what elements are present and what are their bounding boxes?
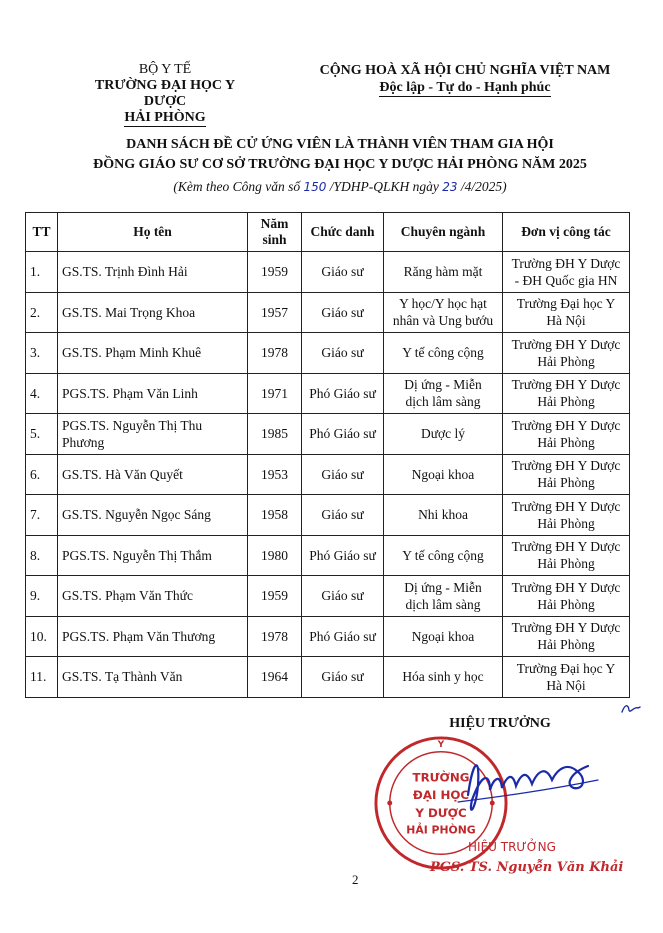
cell-unit: Trường ĐH Y Dược Hải Phòng (503, 414, 630, 455)
national-header (300, 62, 630, 97)
cell-birth-year: 1958 (248, 495, 302, 536)
table-row (26, 333, 630, 374)
cell-name: GS.TS. Trịnh Đình Hải (58, 252, 248, 293)
initial-mark-icon (620, 700, 642, 716)
cell-unit: Trường Đại học Y Hà Nội (503, 292, 630, 333)
header-unit: Đơn vị công tác (503, 213, 630, 252)
table-row (26, 454, 630, 495)
cell-unit: Trường ĐH Y Dược Hải Phòng (503, 535, 630, 576)
cell-birth-year: 1959 (248, 252, 302, 293)
cell-unit: Trường Đại học Y Hà Nội (503, 657, 630, 698)
document-reference (40, 179, 640, 195)
cell-field: Dị ứng - Miễn dịch lâm sàng (384, 373, 503, 414)
cell-birth-year: 1957 (248, 292, 302, 333)
reference-middle: /YDHP-QLKH ngày (326, 179, 443, 194)
cell-title: Phó Giáo sư (302, 616, 384, 657)
cell-title: Giáo sư (302, 454, 384, 495)
cell-name: GS.TS. Phạm Văn Thức (58, 576, 248, 617)
cell-name: GS.TS. Tạ Thành Văn (58, 657, 248, 698)
signer-label: HIỆU TRƯỞNG (468, 840, 556, 854)
table-row (26, 657, 630, 698)
cell-name: GS.TS. Mai Trọng Khoa (58, 292, 248, 333)
stamp-text-line1: TRƯỜNG (412, 770, 470, 785)
reference-suffix: /4/2025) (457, 179, 507, 194)
cell-birth-year: 1959 (248, 576, 302, 617)
cell-field: Ngoại khoa (384, 454, 503, 495)
cell-title: Giáo sư (302, 495, 384, 536)
national-motto: Độc lập - Tự do - Hạnh phúc (379, 80, 551, 95)
cell-field: Hóa sinh y học (384, 657, 503, 698)
cell-unit: Trường ĐH Y Dược Hải Phòng (503, 333, 630, 374)
cell-title: Phó Giáo sư (302, 535, 384, 576)
document-title-line1: DANH SÁCH ĐỀ CỬ ỨNG VIÊN LÀ THÀNH VIÊN THAM GIA HỘI (126, 137, 554, 152)
cell-title: Phó Giáo sư (302, 373, 384, 414)
cell-unit: Trường ĐH Y Dược Hải Phòng (503, 454, 630, 495)
cell-field: Y tế công cộng (384, 333, 503, 374)
cell-unit: Trường ĐH Y Dược - ĐH Quốc gia HN (503, 252, 630, 293)
cell-tt: 7. (26, 495, 58, 536)
reference-prefix: (Kèm theo Công văn số (173, 179, 304, 194)
cell-title: Giáo sư (302, 657, 384, 698)
cell-unit: Trường ĐH Y Dược Hải Phòng (503, 373, 630, 414)
table-row (26, 414, 630, 455)
cell-title: Giáo sư (302, 333, 384, 374)
table-row (26, 292, 630, 333)
table-header-row (26, 213, 630, 252)
stamp-top-letter: Y (437, 739, 445, 750)
table-row (26, 535, 630, 576)
issuer-block (80, 62, 250, 127)
header-field: Chuyên ngành (384, 213, 503, 252)
cell-birth-year: 1980 (248, 535, 302, 576)
document-title-line2: ĐỒNG GIÁO SƯ CƠ SỞ TRƯỜNG ĐẠI HỌC Y DƯỢC HẢI PHÒNG NĂM 2025 (93, 157, 587, 172)
cell-name: GS.TS. Nguyễn Ngọc Sáng (58, 495, 248, 536)
header-title: Chức danh (302, 213, 384, 252)
handwritten-doc-day: 23 (442, 180, 458, 194)
page-number: 2 (352, 872, 359, 887)
header-birth-year: Năm sinh (248, 213, 302, 252)
cell-tt: 8. (26, 535, 58, 576)
handwritten-signature (428, 740, 608, 820)
cell-unit: Trường ĐH Y Dược Hải Phòng (503, 576, 630, 617)
header-name: Họ tên (58, 213, 248, 252)
cell-field: Nhi khoa (384, 495, 503, 536)
cell-tt: 3. (26, 333, 58, 374)
cell-name: PGS.TS. Nguyễn Thị Thu Phương (58, 414, 248, 455)
cell-birth-year: 1964 (248, 657, 302, 698)
school-name-line1: TRƯỜNG ĐẠI HỌC Y DƯỢC (94, 78, 236, 109)
cell-tt: 9. (26, 576, 58, 617)
cell-title: Phó Giáo sư (302, 414, 384, 455)
nation-name: CỘNG HOÀ XÃ HỘI CHỦ NGHĨA VIỆT NAM (319, 63, 611, 78)
cell-tt: 5. (26, 414, 58, 455)
table-row (26, 616, 630, 657)
cell-field: Dị ứng - Miễn dịch lâm sàng (384, 576, 503, 617)
cell-name: PGS.TS. Phạm Văn Thương (58, 616, 248, 657)
table-row (26, 252, 630, 293)
cell-field: Dược lý (384, 414, 503, 455)
handwritten-doc-number: 150 (303, 180, 327, 194)
cell-tt: 2. (26, 292, 58, 333)
stamp-text-line2: ĐẠI HỌC (412, 788, 470, 803)
cell-tt: 4. (26, 373, 58, 414)
signer-name: PGS. TS. Nguyễn Văn Khải (430, 860, 624, 875)
cell-name: GS.TS. Hà Văn Quyết (58, 454, 248, 495)
cell-birth-year: 1953 (248, 454, 302, 495)
cell-birth-year: 1978 (248, 616, 302, 657)
cell-tt: 1. (26, 252, 58, 293)
cell-birth-year: 1985 (248, 414, 302, 455)
cell-unit: Trường ĐH Y Dược Hải Phòng (503, 616, 630, 657)
school-name-line2: HẢI PHÒNG (124, 110, 206, 125)
cell-field: Ngoại khoa (384, 616, 503, 657)
ministry-name: BỘ Y TẾ (138, 62, 192, 77)
cell-title: Giáo sư (302, 576, 384, 617)
table-row (26, 576, 630, 617)
cell-title: Giáo sư (302, 292, 384, 333)
stamp-text-line4: HẢI PHÒNG (406, 823, 476, 837)
cell-name: GS.TS. Phạm Minh Khuê (58, 333, 248, 374)
cell-unit: Trường ĐH Y Dược Hải Phòng (503, 495, 630, 536)
signer-title: HIỆU TRƯỞNG (449, 716, 551, 731)
header-tt: TT (26, 213, 58, 252)
table-row (26, 495, 630, 536)
table-row (26, 373, 630, 414)
stamp-text-line3: Y DƯỢC (415, 805, 467, 820)
cell-name: PGS.TS. Phạm Văn Linh (58, 373, 248, 414)
cell-birth-year: 1978 (248, 333, 302, 374)
cell-title: Giáo sư (302, 252, 384, 293)
candidate-table (25, 212, 630, 698)
cell-tt: 10. (26, 616, 58, 657)
cell-name: PGS.TS. Nguyễn Thị Thắm (58, 535, 248, 576)
cell-field: Răng hàm mặt (384, 252, 503, 293)
cell-tt: 11. (26, 657, 58, 698)
cell-field: Y tế công cộng (384, 535, 503, 576)
cell-field: Y học/Y học hạt nhân và Ung bướu (384, 292, 503, 333)
cell-birth-year: 1971 (248, 373, 302, 414)
cell-tt: 6. (26, 454, 58, 495)
